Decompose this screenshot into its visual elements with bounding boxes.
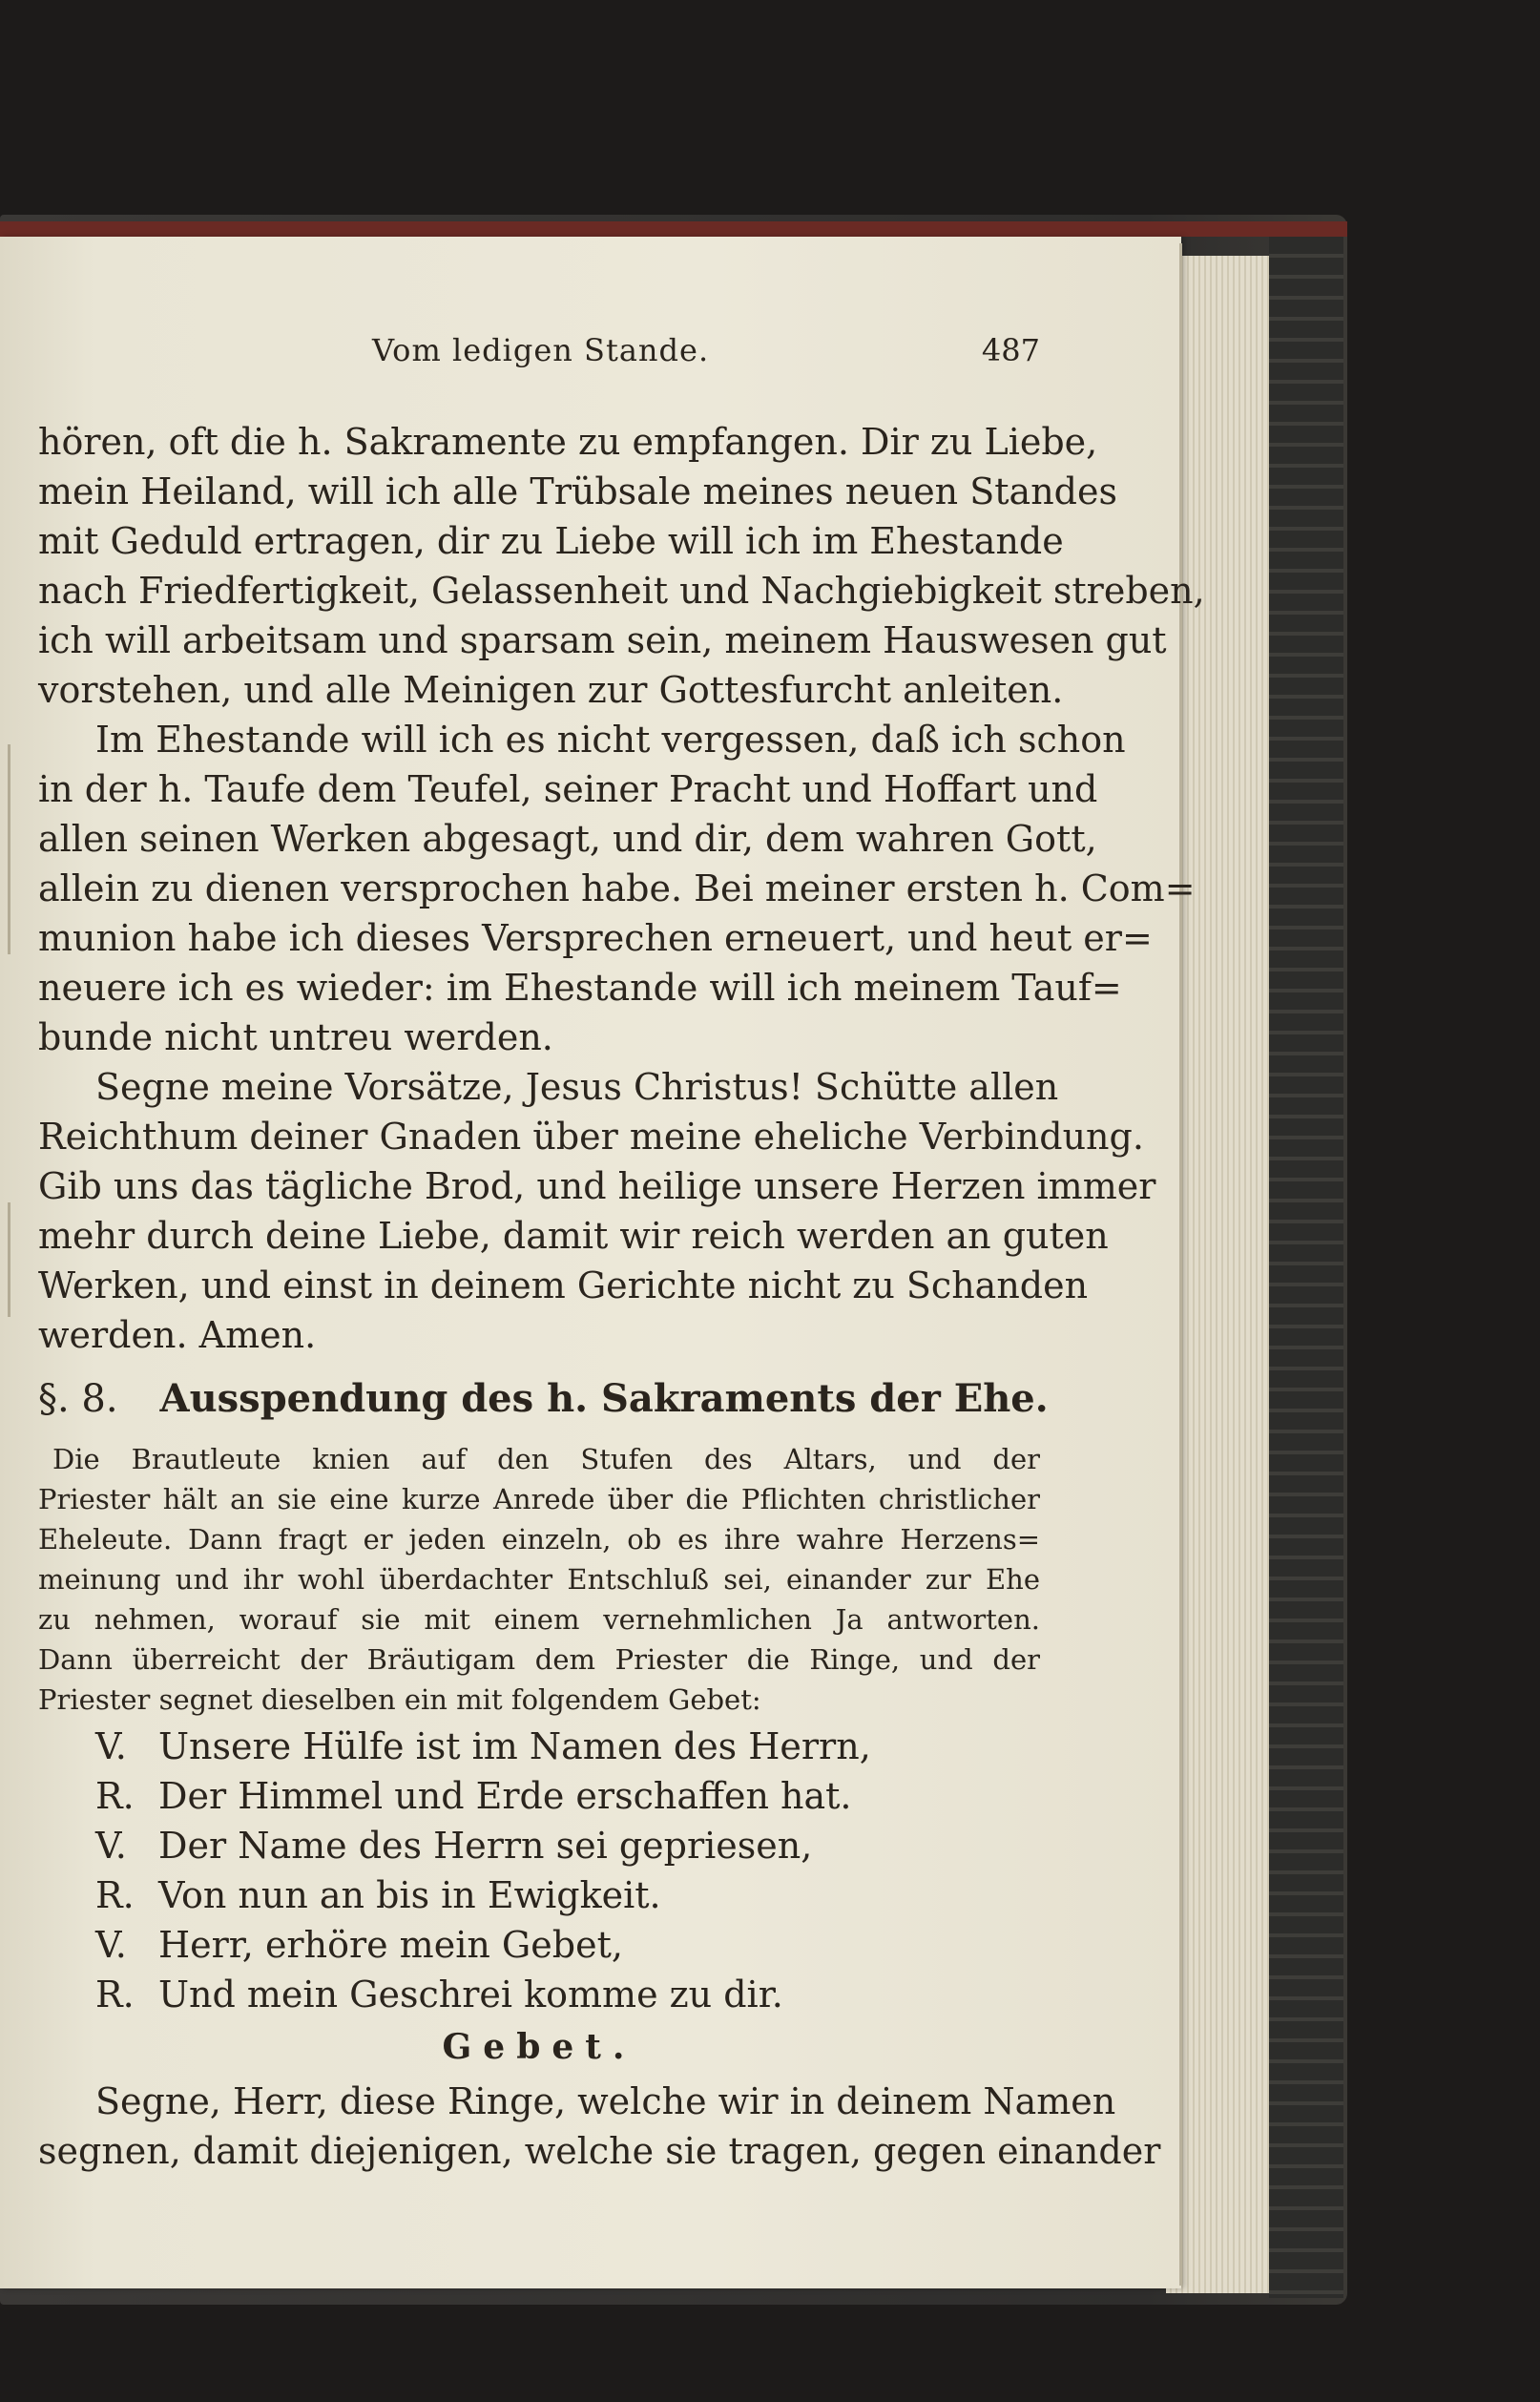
- text-line: mein Heiland, will ich alle Trübsale meines neuen Standes: [38, 470, 1117, 512]
- rubric-line: Dann überreicht der Bräutigam dem Priester die Ringe, und der: [38, 1643, 1040, 1676]
- response-text: Von nun an bis in Ewigkeit.: [158, 1874, 661, 1916]
- text-line: allen seinen Werken abgesagt, und dir, dem wahren Gott,: [38, 818, 1097, 860]
- prayer-line: Segne, Herr, diese Ringe, welche wir in deinem Namen: [95, 2080, 1116, 2122]
- response-mark: R.: [95, 1974, 135, 2016]
- response: [95, 1870, 954, 1920]
- rubric-line: Eheleute. Dann fragt er jeden einzeln, ob es ihre wahre Herzens=: [38, 1523, 1040, 1556]
- rubric-line: Priester hält an sie eine kurze Anrede über die Pflichten christlicher: [38, 1483, 1040, 1515]
- response-text: Der Himmel und Erde erschaffen hat.: [158, 1775, 852, 1817]
- versicle-text: Unsere Hülfe ist im Namen des Herrn,: [158, 1725, 871, 1767]
- header-title: Vom ledigen Stande.: [372, 332, 710, 368]
- response: [95, 1771, 954, 1821]
- response: [95, 1970, 954, 2019]
- rubric-line: Priester segnet dieselben ein mit folgendem Gebet:: [38, 1683, 761, 1716]
- text-line: vorstehen, und alle Meinigen zur Gottesfurcht anleiten.: [38, 669, 1064, 711]
- text-line: munion habe ich dieses Versprechen erneuert, und heut er=: [38, 917, 1153, 959]
- rubric-line: zu nehmen, worauf sie mit einem vernehmlichen Ja antworten.: [38, 1603, 1040, 1636]
- response-mark: R.: [95, 1775, 135, 1817]
- versicle-mark: V.: [95, 1725, 127, 1767]
- prayer-title: Gebet.: [442, 2027, 636, 2067]
- prayer-line: segnen, damit diejenigen, welche sie tragen, gegen einander: [38, 2130, 1161, 2172]
- text-line: Gib uns das tägliche Brod, und heilige unsere Herzen immer: [38, 1165, 1156, 1207]
- versicle: [95, 1920, 954, 1970]
- versicle-text: Herr, erhöre mein Gebet,: [158, 1924, 623, 1966]
- text-line: neuere ich es wieder: im Ehestande will ich meinem Tauf=: [38, 967, 1122, 1009]
- versicle-text: Der Name des Herrn sei gepriesen,: [158, 1825, 813, 1867]
- versicle-mark: V.: [95, 1924, 127, 1966]
- text-line: Im Ehestande will ich es nicht vergessen, daß ich schon: [95, 719, 1126, 761]
- rubric-line: meinung und ihr wohl überdachter Entschluß sei, einander zur Ehe: [38, 1563, 1040, 1596]
- text-line: in der h. Taufe dem Teufel, seiner Pracht und Hoffart und: [38, 768, 1098, 810]
- text-line: allein zu dienen versprochen habe. Bei meiner ersten h. Com=: [38, 867, 1196, 909]
- section-heading: [38, 1376, 1049, 1421]
- response-text: Und mein Geschrei komme zu dir.: [158, 1974, 783, 2016]
- running-header: [38, 332, 1040, 380]
- text-line: Werken, und einst in deinem Gerichte nicht zu Schanden: [38, 1264, 1089, 1306]
- text-line: hören, oft die h. Sakramente zu empfangen. Dir zu Liebe,: [38, 421, 1098, 463]
- text-line: mehr durch deine Liebe, damit wir reich werden an guten: [38, 1215, 1109, 1257]
- text-line: ich will arbeitsam und sparsam sein, meinem Hauswesen gut: [38, 619, 1167, 661]
- text-line: mit Geduld ertragen, dir zu Liebe will ich im Ehestande: [38, 520, 1064, 562]
- text-line: Reichthum deiner Gnaden über meine eheliche Verbindung.: [38, 1116, 1144, 1158]
- response-mark: R.: [95, 1874, 135, 1916]
- text-line: Segne meine Vorsätze, Jesus Christus! Schütte allen: [95, 1066, 1059, 1108]
- section-number: §. 8.: [38, 1377, 118, 1421]
- text-line: werden. Amen.: [38, 1314, 317, 1356]
- versicle: [95, 1722, 954, 1771]
- page-number: 487: [981, 332, 1040, 368]
- text-line: nach Friedfertigkeit, Gelassenheit und Nachgiebigkeit streben,: [38, 570, 1205, 612]
- versicle-mark: V.: [95, 1825, 127, 1867]
- versicle: [95, 1821, 954, 1870]
- rubric-line: Die Brautleute knien auf den Stufen des Altars, und der: [52, 1443, 1040, 1475]
- section-title: Ausspendung des h. Sakraments der Ehe.: [159, 1376, 1049, 1421]
- text-line: bunde nicht untreu werden.: [38, 1016, 553, 1058]
